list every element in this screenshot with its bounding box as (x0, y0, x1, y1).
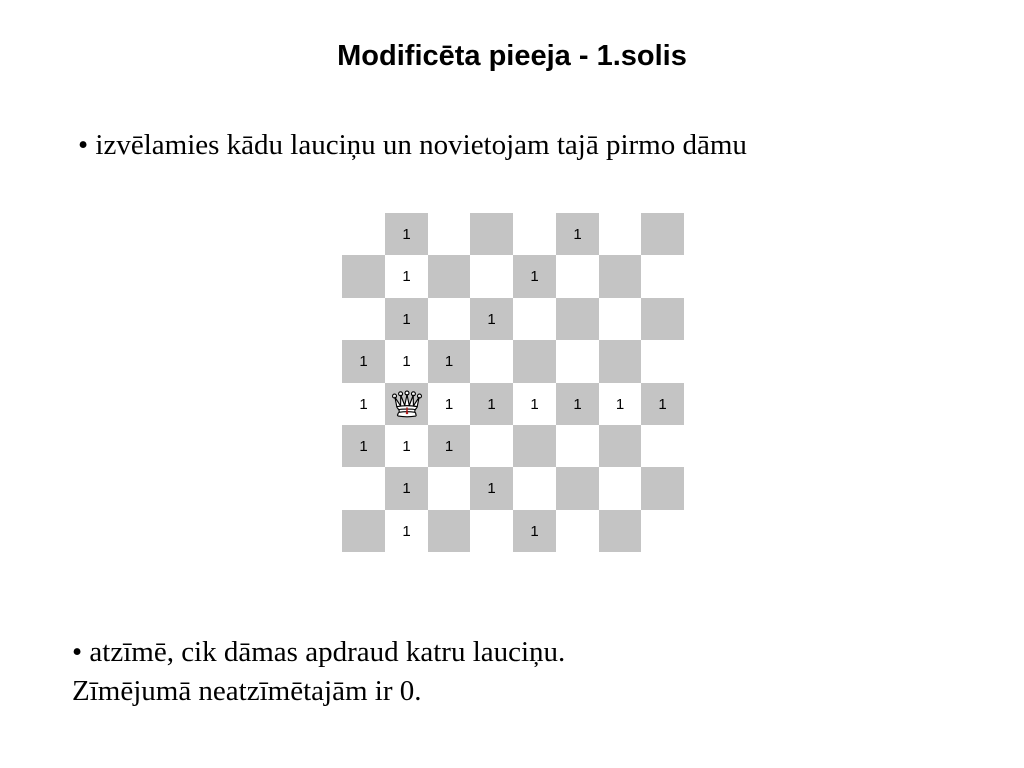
board-square (470, 298, 513, 340)
board-square (470, 340, 513, 383)
attack-count: 1 (444, 395, 454, 413)
queen-icon (390, 387, 424, 421)
board-square (428, 255, 470, 298)
board-square (556, 383, 599, 425)
board-square (428, 298, 470, 340)
attack-count: 1 (487, 310, 496, 328)
board-square (342, 383, 385, 425)
board-square (641, 510, 684, 552)
board-square (470, 425, 513, 467)
board-square (513, 467, 556, 510)
board-square (342, 298, 385, 340)
board-square (556, 467, 599, 510)
board-square (599, 425, 641, 467)
chess-board (342, 213, 684, 552)
attack-count: 1 (402, 310, 411, 328)
attack-count: 1 (658, 395, 667, 413)
board-square (385, 298, 428, 340)
attack-count: 1 (487, 395, 496, 413)
board-square (599, 383, 641, 425)
attack-count: 1 (402, 353, 411, 370)
board-square (641, 213, 684, 255)
attack-count: 1 (615, 395, 625, 413)
board-square (470, 383, 513, 425)
board-square (641, 298, 684, 340)
board-square (342, 213, 385, 255)
board-square (513, 213, 556, 255)
board-square (513, 510, 556, 552)
board-square (385, 213, 428, 255)
attack-count: 1 (402, 522, 411, 540)
attack-count: 1 (402, 268, 411, 285)
board-square (599, 510, 641, 552)
board-square (641, 255, 684, 298)
board-square (556, 340, 599, 383)
board-square (599, 340, 641, 383)
attack-count: 1 (573, 395, 582, 413)
board-square (556, 425, 599, 467)
attack-count: 1 (402, 437, 411, 455)
board-square (556, 255, 599, 298)
board-square (428, 383, 470, 425)
attack-count: 1 (530, 268, 539, 285)
board-square (513, 298, 556, 340)
board-square (470, 255, 513, 298)
board-square (385, 340, 428, 383)
board-square (599, 467, 641, 510)
attack-count: 1 (530, 522, 539, 540)
board-square (641, 340, 684, 383)
board-square (556, 213, 599, 255)
board-square (599, 298, 641, 340)
board-square (470, 510, 513, 552)
board-square (513, 340, 556, 383)
attack-count: 1 (530, 395, 539, 413)
board-square (428, 213, 470, 255)
board-square (641, 425, 684, 467)
board-square (599, 255, 641, 298)
board-square (641, 467, 684, 510)
board-square (513, 425, 556, 467)
bottom-note-line-1: • atzīmē, cik dāmas apdraud katru lauciņu. (72, 636, 566, 668)
slide-title: Modificēta pieeja - 1.solis (337, 40, 687, 72)
board-square (342, 467, 385, 510)
attack-count: 1 (573, 225, 582, 243)
board-square (470, 467, 513, 510)
board-square (513, 383, 556, 425)
board-square (513, 255, 556, 298)
board-square (385, 425, 428, 467)
board-square (428, 467, 470, 510)
attack-count: 1 (444, 353, 454, 370)
board-square (385, 467, 428, 510)
attack-count: 1 (359, 395, 368, 413)
board-square (342, 340, 385, 383)
bullet-instruction: • izvēlamies kādu lauciņu un novietojam tajā pirmo dāmu (78, 129, 747, 161)
board-square (342, 425, 385, 467)
board-square (385, 383, 428, 425)
attack-count: 1 (359, 353, 368, 370)
attack-count: 1 (359, 437, 368, 455)
board-square (599, 213, 641, 255)
board-square (385, 510, 428, 552)
board-square (428, 510, 470, 552)
attack-count: 1 (402, 480, 411, 497)
bottom-note-line-2: Zīmējumā neatzīmētajām ir 0. (72, 675, 422, 707)
attack-count: 1 (444, 437, 454, 455)
bottom-note (72, 633, 565, 711)
board-square (342, 510, 385, 552)
board-square (556, 510, 599, 552)
board-square (470, 213, 513, 255)
board-square (385, 255, 428, 298)
board-square (641, 383, 684, 425)
board-square (428, 425, 470, 467)
attack-count: 1 (487, 480, 496, 497)
board-square (556, 298, 599, 340)
board-square (428, 340, 470, 383)
attack-count: 1 (402, 225, 411, 243)
board-square (342, 255, 385, 298)
